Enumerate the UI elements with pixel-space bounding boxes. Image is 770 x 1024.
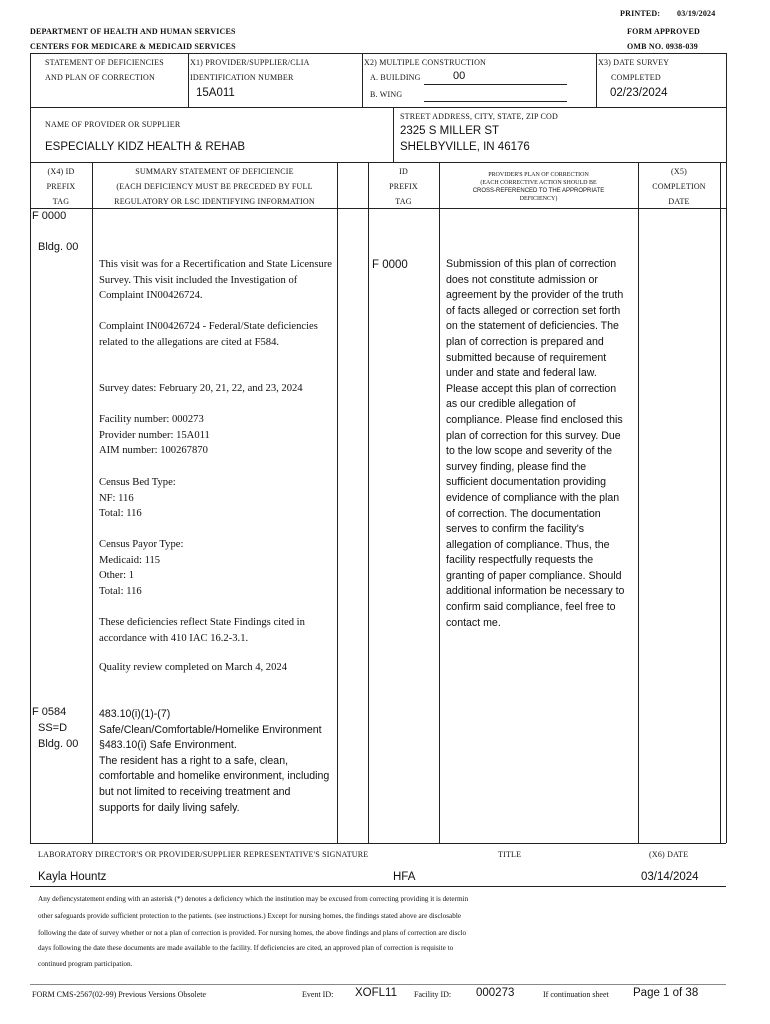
- footer-event-label: Event ID:: [302, 990, 334, 999]
- entry1-plan-text: Submission of this plan of correction does not constitute admission or agreement by the provider of the truth of facts alleged or correction set forth on the statement of deficiencies. The plan of correction is prepared and submitted because of requirement under and state and federal law. Please accept this plan of correction as our credible allegation of compliance. Please find enclosed this plan of correction for this survey. Due to the low scope and severity of the survey finding, please find the sufficient documentation providing evidence of compliance with the plan of correction. The documentation serves to confirm the facility's allegation of compliance. Thus, the facility respectfully requests the granting of paper compliance. Should additional information be necessary to confirm said compliance, feel free to contact me.: [446, 258, 625, 629]
- provider-name-value: ESPECIALLY KIDZ HEALTH & REHAB: [45, 141, 246, 153]
- entry1-bldg: Bldg. 00: [38, 241, 79, 253]
- disclaimer-line: following the date of survey whether or not a plan of correction is provided. For nursing homes, the above findings and plans of correction are disclo: [38, 929, 467, 937]
- entry1-paragraph: This visit was for a Recertification and State Licensure Survey. This visit included the Investigation of Complaint IN00426724.: [99, 259, 332, 302]
- entry2-ss: SS=D: [38, 722, 68, 734]
- omb-number: OMB NO. 0938-039: [627, 42, 698, 51]
- signature-label: LABORATORY DIRECTOR'S OR PROVIDER/SUPPLIER REPRESENTATIVE'S SIGNATURE: [38, 850, 369, 859]
- summary-header-2: (EACH DEFICIENCY MUST BE PRECEDED BY FULL: [116, 182, 313, 191]
- entry2-tag: F 0584: [32, 706, 67, 718]
- entry1-tag: F 0000: [32, 210, 67, 222]
- form-approved: FORM APPROVED: [627, 27, 701, 36]
- plan-header-1: PROVIDER'S PLAN OF CORRECTION: [488, 172, 589, 178]
- x3-label-2: COMPLETED: [611, 73, 661, 82]
- department-title: DEPARTMENT OF HEALTH AND HUMAN SERVICES: [30, 27, 236, 36]
- id-header-2: PREFIX: [389, 182, 418, 191]
- x5-header-1: (X5): [671, 167, 687, 176]
- summary-header-3: REGULATORY OR LSC IDENTIFYING INFORMATION: [114, 197, 315, 206]
- entry1-paragraph: These deficiencies reflect State Findings cited in accordance with 410 IAC 16.2-3.1.: [99, 617, 305, 644]
- x2-label: X2) MULTIPLE CONSTRUCTION: [364, 58, 487, 67]
- footer-facility-value: 000273: [476, 987, 515, 999]
- disclaimer-line: days following the date these documents are made available to the facility. If deficiencies are cited, an approved plan of correction is requisite to: [38, 944, 454, 952]
- entry1-plan-tag: F 0000: [372, 259, 408, 271]
- x4-header-1: (X4) ID: [47, 167, 75, 176]
- signature-date: 03/14/2024: [641, 871, 699, 883]
- disclaimer-line: continued program participation.: [38, 960, 133, 968]
- entry1-paragraph: Survey dates: February 20, 21, 22, and 23, 2024: [99, 383, 303, 394]
- id-header-1: ID: [399, 167, 408, 176]
- entry2-text: 483.10(i)(1)-(7) Safe/Clean/Comfortable/Homelike Environment §483.10(i) Safe Environment. The resident has a right to a safe, clean, comfortable and homelike environment, including but not limited to receiving treatment and supports for daily living safely.: [99, 708, 330, 814]
- footer-facility-label: Facility ID:: [414, 990, 452, 999]
- survey-date-value: 02/23/2024: [610, 87, 668, 99]
- entry1-paragraph: Census Payor Type: Medicaid: 115 Other: 1 Total: 116: [99, 539, 184, 597]
- title-label: TITLE: [498, 850, 522, 859]
- x5-header-3: DATE: [668, 197, 690, 206]
- wing-label: B. WING: [370, 90, 403, 99]
- plan-header-4: DEFICIENCY): [519, 196, 558, 202]
- entry1-paragraph: Quality review completed on March 4, 2024: [99, 662, 287, 673]
- footer-page: Page 1 of 38: [633, 987, 699, 999]
- x4-header-2: PREFIX: [46, 182, 76, 191]
- summary-header-1: SUMMARY STATEMENT OF DEFICIENCIE: [135, 167, 294, 176]
- entry1-paragraph: Facility number: 000273 Provider number: 15A011 AIM number: 100267870: [99, 414, 210, 457]
- building-label: A. BUILDING: [370, 73, 421, 82]
- address-line-1: 2325 S MILLER ST: [400, 125, 500, 137]
- disclaimer-line: other safeguards provide sufficient protection to the patients. (see instructions.) Except for nursing homes, the findings stated above are disclosable: [38, 912, 462, 920]
- entry1-paragraph: Complaint IN00426724 - Federal/State deficiencies related to the allegations are cited at F584.: [99, 321, 318, 348]
- provider-name-label: NAME OF PROVIDER OR SUPPLIER: [45, 120, 181, 129]
- address-label: STREET ADDRESS, CITY, STATE, ZIP COD: [400, 112, 558, 121]
- statement-label-1: STATEMENT OF DEFICIENCIES: [45, 58, 164, 67]
- footer-continuation: If continuation sheet: [543, 990, 609, 999]
- printed-label: PRINTED:: [620, 9, 661, 18]
- x5-header-2: COMPLETION: [652, 182, 706, 191]
- x1-label-1: X1) PROVIDER/SUPPLIER/CLIA: [190, 58, 310, 67]
- entry1-paragraph: Census Bed Type: NF: 116 Total: 116: [99, 477, 176, 520]
- footer-event-value: XOFL11: [355, 987, 397, 999]
- footer-form: FORM CMS-2567(02-99) Previous Versions Obsolete: [32, 990, 207, 999]
- statement-label-2: AND PLAN OF CORRECTION: [45, 73, 155, 82]
- entry2-bldg: Bldg. 00: [38, 738, 79, 750]
- x4-header-3: TAG: [52, 197, 70, 206]
- signature-name: Kayla Hountz: [38, 871, 107, 883]
- plan-header-3: CROSS-REFERENCED TO THE APPROPRIATE: [472, 188, 605, 194]
- x3-label-1: X3) DATE SURVEY: [598, 58, 670, 67]
- x1-label-2: IDENTIFICATION NUMBER: [190, 73, 294, 82]
- provider-id-value: 15A011: [196, 87, 235, 99]
- printed-date: 03/19/2024: [677, 9, 716, 18]
- x6-date-label: (X6) DATE: [649, 850, 689, 859]
- centers-title: CENTERS FOR MEDICARE & MEDICAID SERVICES: [30, 42, 236, 51]
- building-value: 00: [453, 70, 466, 82]
- disclaimer-line: Any defiencystatement ending with an asterisk (*) denotes a deficiency which the institution may be excused from correcting providing it is determin: [38, 895, 469, 903]
- id-header-3: TAG: [395, 197, 412, 206]
- plan-header-2: (EACH CORRECTIVE ACTION SHOULD BE: [480, 180, 597, 186]
- address-line-2: SHELBYVILLE, IN 46176: [400, 141, 530, 153]
- signature-title: HFA: [393, 871, 416, 883]
